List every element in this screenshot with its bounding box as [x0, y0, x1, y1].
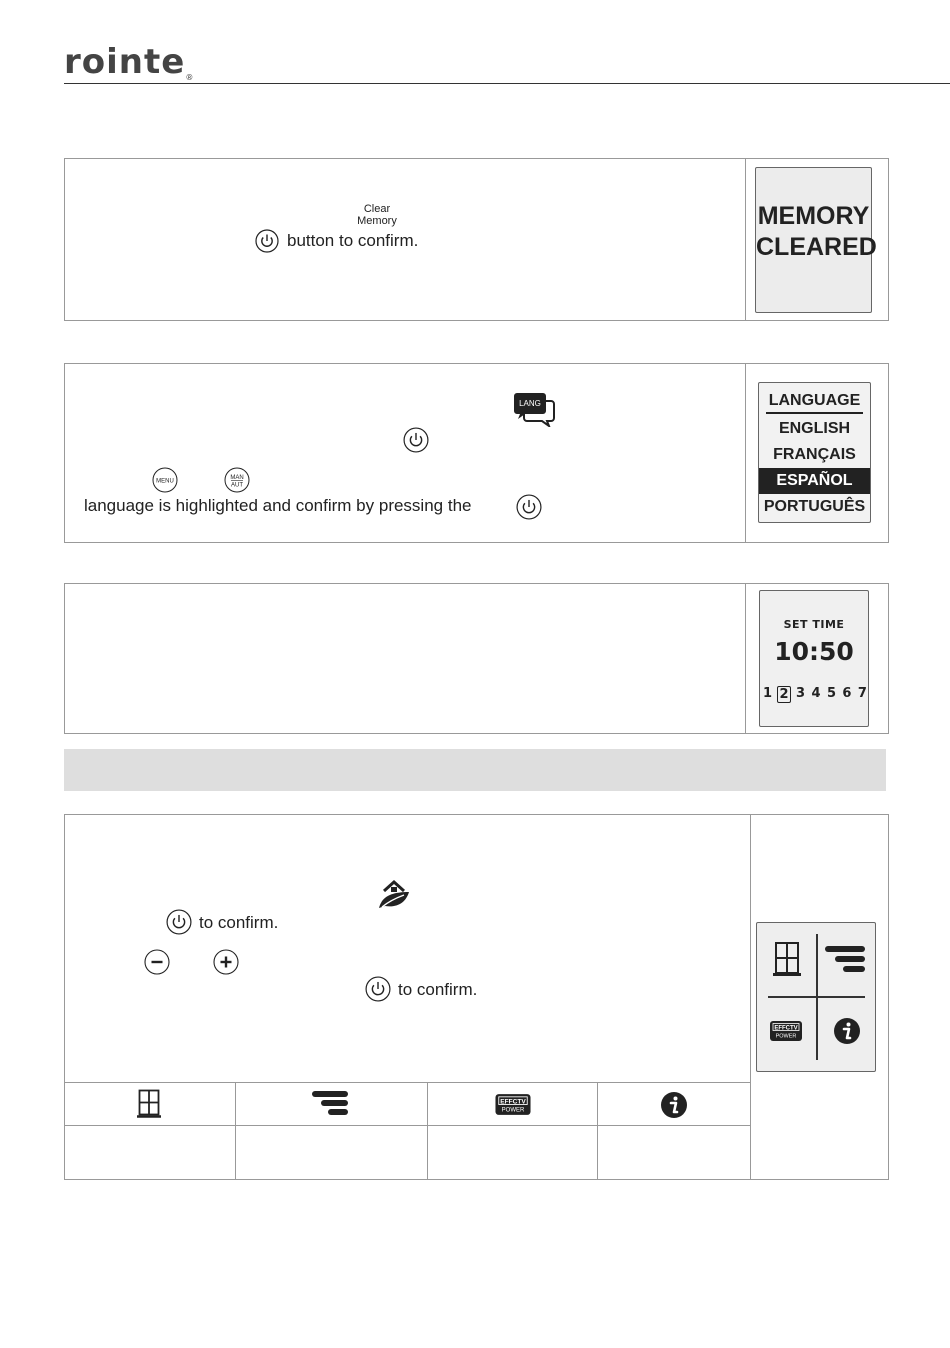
- language-sentence: language is highlighted and confirm by pressing the: [84, 496, 472, 515]
- day-item: 1: [763, 686, 773, 701]
- effctv-text: EFFCTV: [500, 1098, 526, 1106]
- display-language-menu: [758, 382, 871, 523]
- effective-power-icon: [494, 1093, 532, 1116]
- menu-button-icon: [152, 467, 178, 493]
- confirm-text: to confirm.: [398, 980, 478, 999]
- clear-memory-label: [347, 203, 407, 227]
- language-list: [759, 416, 870, 520]
- section-divider: [745, 364, 746, 542]
- day-selector: [762, 686, 868, 703]
- table-col-info: [598, 1083, 750, 1180]
- day-item: 7: [857, 686, 867, 701]
- language-option: ENGLISH: [778, 420, 851, 437]
- confirm-text: to confirm.: [199, 913, 279, 932]
- bars-icon: [825, 945, 867, 975]
- day-item: 6: [842, 686, 852, 701]
- day-item: 3: [795, 686, 806, 701]
- display-set-time: [759, 590, 869, 727]
- info-icon: [660, 1091, 688, 1119]
- display-function-grid: [756, 922, 876, 1072]
- section-clear-memory: [64, 158, 889, 321]
- grid-horizontal-line: [768, 996, 865, 998]
- eco-house-leaf-icon: [376, 878, 412, 912]
- effctv-text: EFFCTV: [774, 1025, 798, 1032]
- section-divider: [750, 815, 751, 1179]
- table-col-effective-power: [428, 1083, 598, 1180]
- effective-power-icon: [769, 1020, 803, 1042]
- power-icon: [516, 494, 542, 520]
- set-time-clock: 10:50: [774, 637, 854, 666]
- window-icon: [773, 941, 801, 977]
- section-divider: [745, 584, 746, 733]
- power-text: POWER: [775, 1033, 797, 1040]
- table-col-window: [65, 1083, 236, 1180]
- function-table: [65, 1082, 750, 1180]
- display-memory-cleared: [755, 167, 877, 313]
- language-option: PORTUGUÊS: [763, 498, 866, 515]
- language-header-rule: [766, 412, 863, 414]
- header-rule: [64, 83, 950, 84]
- power-icon: [166, 909, 192, 935]
- language-option: FRANÇAIS: [773, 446, 856, 463]
- manaut-top-text: MAN: [230, 475, 244, 481]
- clear-label-line1: Clear: [363, 203, 391, 215]
- section-divider: [745, 159, 746, 320]
- power-text: POWER: [501, 1107, 525, 1114]
- set-time-label: SET TIME: [783, 618, 845, 631]
- clear-label-line2: Memory: [357, 215, 397, 227]
- confirm-text: button to confirm.: [287, 231, 419, 250]
- lang-icon-text: LANG: [519, 399, 541, 408]
- power-icon: [365, 976, 391, 1002]
- manaut-bottom-text: AUT: [231, 482, 243, 489]
- info-icon: [833, 1017, 861, 1045]
- display-line1: MEMORY: [757, 202, 870, 230]
- power-icon: [255, 229, 279, 253]
- power-icon: [403, 427, 429, 453]
- language-bubble-icon: [513, 391, 555, 427]
- brand-name: rointe: [64, 42, 186, 82]
- table-col-bars: [236, 1083, 428, 1180]
- day-item: 4: [811, 686, 821, 701]
- section-functions: [64, 814, 889, 1180]
- minus-icon: [144, 949, 170, 975]
- menu-icon-text: MENU: [156, 478, 174, 485]
- day-item: 5: [826, 686, 836, 701]
- manaut-button-icon: [224, 467, 250, 493]
- brand-logo: [64, 42, 194, 82]
- window-icon: [137, 1089, 161, 1119]
- brand-registered-mark: ®: [185, 73, 195, 82]
- section-heading-band: [64, 749, 886, 791]
- section-language: [64, 363, 889, 543]
- day-item-selected: 2: [779, 687, 789, 702]
- plus-icon: [213, 949, 239, 975]
- language-option-selected: ESPAÑOL: [759, 468, 870, 494]
- bars-icon: [312, 1090, 350, 1118]
- language-header: LANGUAGE: [768, 392, 861, 409]
- section-set-time: [64, 583, 889, 734]
- display-line2: CLEARED: [756, 233, 877, 261]
